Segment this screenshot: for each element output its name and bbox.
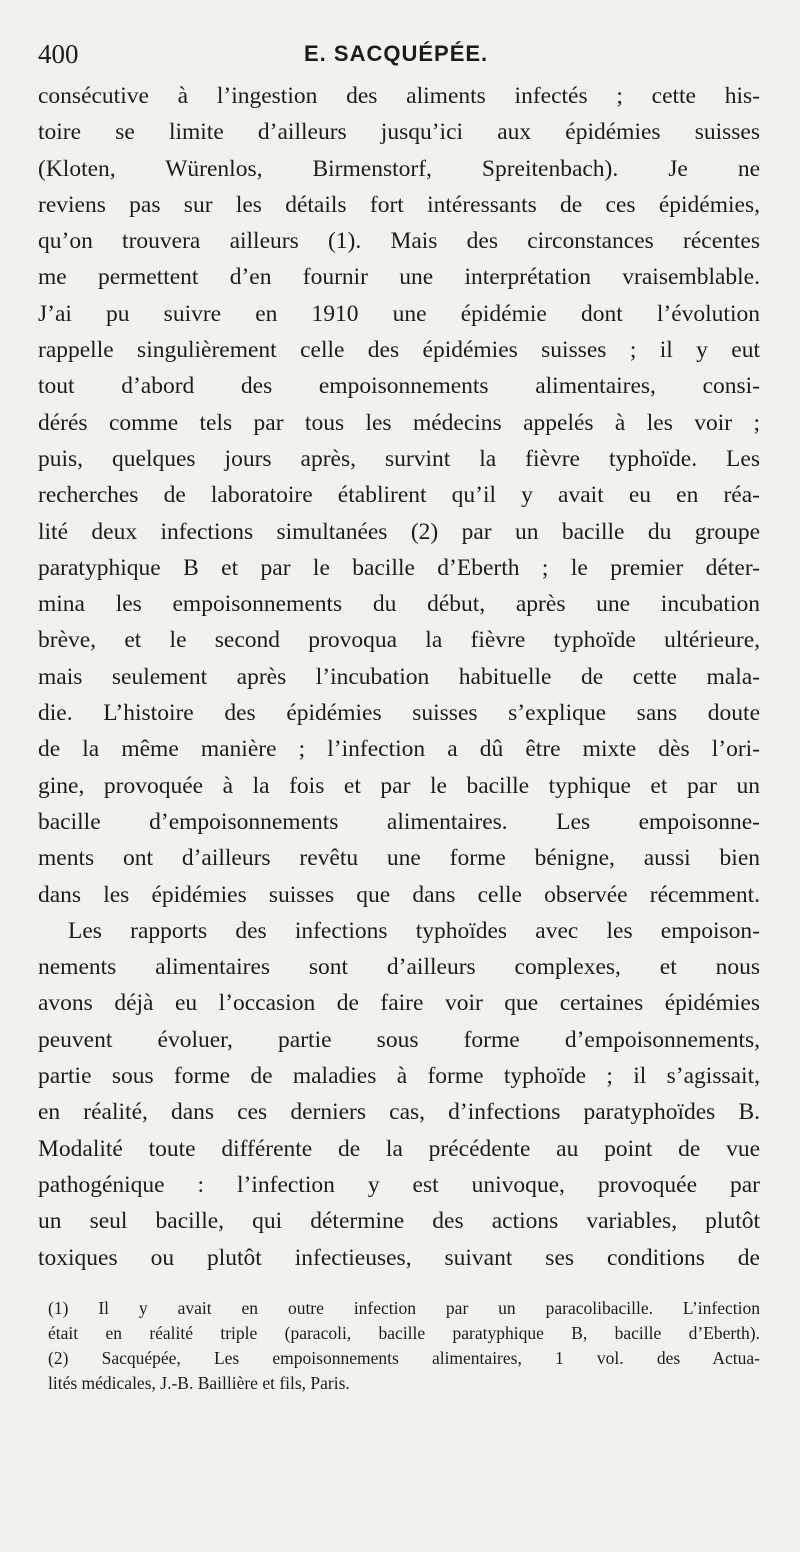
text-line: mais seulement après l’incubation habituelle de cette mala- bbox=[38, 663, 760, 690]
text-line: Modalité toute différente de la précédente au point de vue bbox=[38, 1135, 760, 1162]
text-line: J’ai pu suivre en 1910 une épidémie dont l’évolution bbox=[38, 300, 760, 327]
text-line: reviens pas sur les détails fort intéressants de ces épidémies, bbox=[38, 191, 760, 218]
body-text bbox=[38, 78, 760, 1276]
running-head bbox=[38, 36, 760, 72]
text-line: partie sous forme de maladies à forme typhoïde ; il s’agissait, bbox=[38, 1063, 760, 1090]
text-line: dans les épidémies suisses que dans celle observée récemment. bbox=[38, 881, 760, 908]
text-line: tout d’abord des empoisonnements alimentaires, consi- bbox=[38, 373, 760, 400]
text-line: en réalité, dans ces derniers cas, d’infections paratyphoïdes B. bbox=[38, 1099, 760, 1126]
text-line: paratyphique B et par le bacille d’Eberth ; le premier déter- bbox=[38, 554, 760, 581]
text-line: die. L’histoire des épidémies suisses s’explique sans doute bbox=[38, 700, 760, 727]
text-line: mina les empoisonnements du début, après une incubation bbox=[38, 591, 760, 618]
text-line: qu’on trouvera ailleurs (1). Mais des circonstances récentes bbox=[38, 228, 760, 255]
running-title: E. SACQUÉPÉE. bbox=[304, 41, 489, 66]
text-line: puis, quelques jours après, survint la fièvre typhoïde. Les bbox=[38, 445, 760, 472]
text-line: (Kloten, Würenlos, Birmenstorf, Spreitenbach). Je ne bbox=[38, 155, 760, 182]
text-line: lité deux infections simultanées (2) par un bacille du groupe bbox=[38, 518, 760, 545]
text-line: rappelle singulièrement celle des épidémies suisses ; il y eut bbox=[38, 337, 760, 364]
paragraph-first-line: Les rapports des infections typhoïdes avec les empoison- bbox=[68, 917, 760, 944]
text-line: recherches de laboratoire établirent qu’il y avait eu en réa- bbox=[38, 482, 760, 509]
text-line: peuvent évoluer, partie sous forme d’empoisonnements, bbox=[38, 1026, 760, 1053]
footnote-2: (2) Sacquépée, Les empoisonnements alimentaires, 1 vol. des Actua- bbox=[48, 1348, 760, 1368]
text-line: un seul bacille, qui détermine des actions variables, plutôt bbox=[38, 1208, 760, 1235]
text-line: dérés comme tels par tous les médecins appelés à les voir ; bbox=[38, 409, 760, 436]
footnote-1-continued: était en réalité triple (paracoli, bacille paratyphique B, bacille d’Eberth). bbox=[48, 1323, 760, 1343]
text-line: brève, et le second provoqua la fièvre typhoïde ultérieure, bbox=[38, 627, 760, 654]
text-line: me permettent d’en fournir une interprétation vraisemblable. bbox=[38, 264, 760, 291]
text-line: pathogénique : l’infection y est univoque, provoquée par bbox=[38, 1171, 760, 1198]
text-line: avons déjà eu l’occasion de faire voir que certaines épidémies bbox=[38, 990, 760, 1017]
footnotes bbox=[48, 1296, 760, 1396]
page-number: 400 bbox=[38, 39, 79, 69]
text-line: consécutive à l’ingestion des aliments infectés ; cette his- bbox=[38, 83, 760, 109]
text-line: de la même manière ; l’infection a dû être mixte dès l’ori- bbox=[38, 736, 760, 763]
text-line: gine, provoquée à la fois et par le bacille typhique et par un bbox=[38, 772, 760, 799]
text-line: toxiques ou plutôt infectieuses, suivant ses conditions de bbox=[38, 1244, 760, 1271]
text-line: ments ont d’ailleurs revêtu une forme bénigne, aussi bien bbox=[38, 845, 760, 872]
footnote-2-continued: lités médicales, J.-B. Baillière et fils, Paris. bbox=[48, 1373, 350, 1393]
text-line: nements alimentaires sont d’ailleurs complexes, et nous bbox=[38, 954, 760, 981]
text-line: bacille d’empoisonnements alimentaires. Les empoisonne- bbox=[38, 808, 760, 835]
text-line: toire se limite d’ailleurs jusqu’ici aux épidémies suisses bbox=[38, 119, 760, 146]
footnote-1: (1) Il y avait en outre infection par un paracolibacille. L’infection bbox=[48, 1298, 760, 1318]
